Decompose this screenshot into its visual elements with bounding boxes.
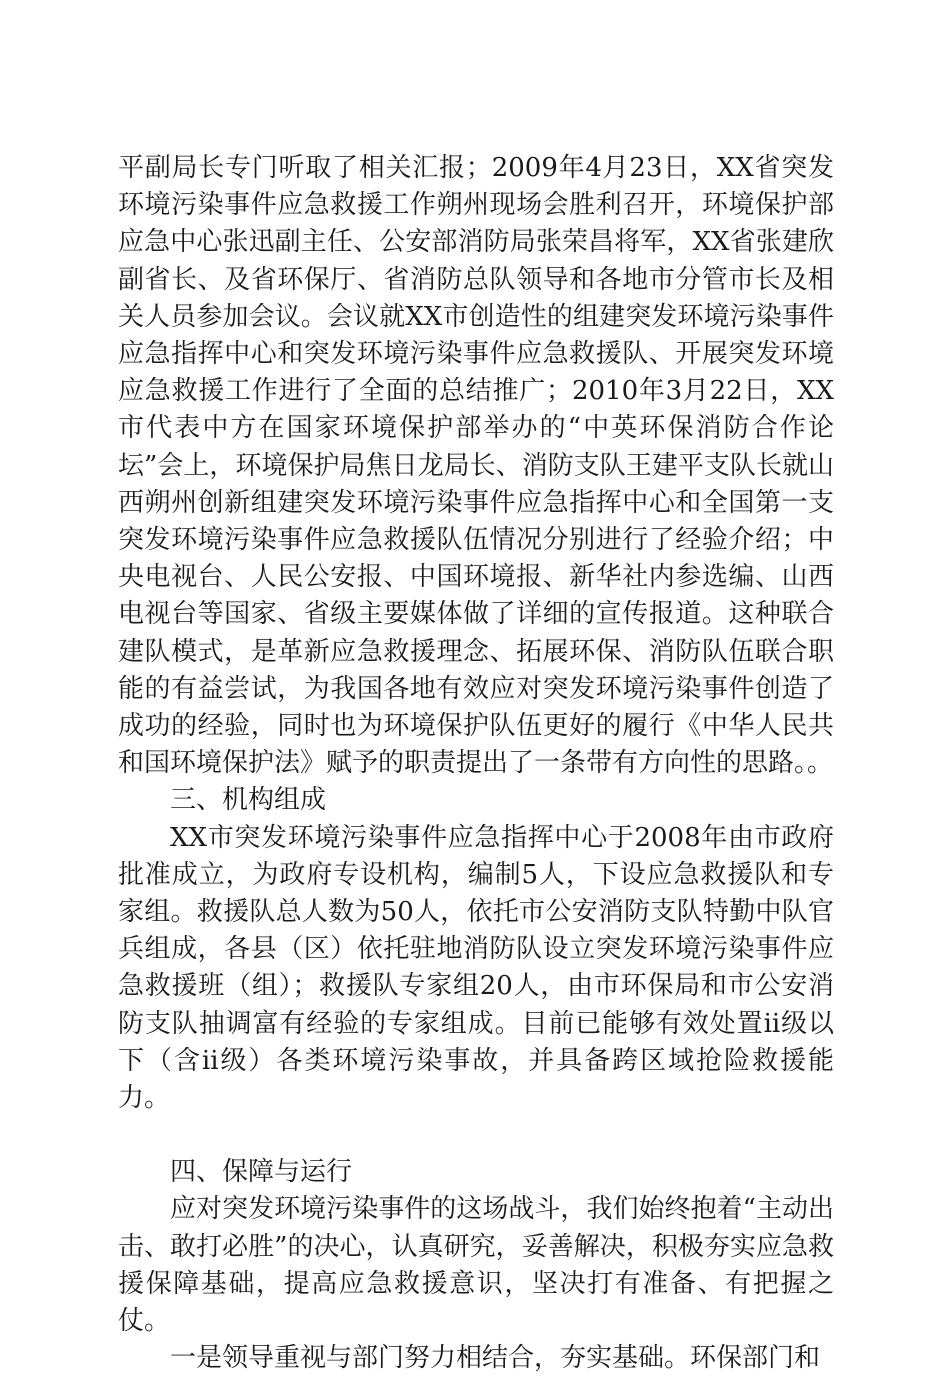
blank-line [118, 1117, 834, 1154]
document-page [118, 150, 834, 1378]
paragraph-support-first: 一是领导重视与部门努力相结合，夯实基础。环保部门和 [170, 1343, 821, 1374]
paragraph-support: 应对突发环境污染事件的这场战斗，我们始终抱着“主动出击、敢打必胜”的决心，认真研究，妥善解决，积极夯实应急救援保障基础，提高应急救援意识，坚决打有准备、有把握之仗。 [118, 1194, 834, 1337]
paragraph-intro: 平副局长专门听取了相关汇报；2009年4月23日，XX省突发环境污染事件应急救援工作朔州现场会胜利召开，环境保护部应急中心张迅副主任、公安部消防局张荣昌将军，XX省张建欣副省长、及省环保厅、省消防总队领导和各地市分管市长及相关人员参加会议。会议就XX市创造性的组建突发环境污染事件应急指挥中心和突发环境污染事件应急救援队、开展突发环境应急救援工作进行了全面的总结推广；2010年3月22日，XX市代表中方在国家环境保护部举办的“中英环保消防合作论坛”会上，环境保护局焦日龙局长、消防支队王建平支队长就山西朔州创新组建突发环境污染事件应急指挥中心和全国第一支突发环境污染事件应急救援队伍情况分别进行了经验介绍；中央电视台、人民公安报、中国环境报、新华社内参选编、山西电视台等国家、省级主要媒体做了详细的宣传报道。这种联合建队模式，是革新应急救援理念、拓展环保、消防队伍联合职能的有益尝试，为我国各地有效应对突发环境污染事件创造了成功的经验，同时也为环境保护队伍更好的履行《中华人民共和国环境保护法》赋予的职责提出了一条带有方向性的思路。。 [118, 153, 834, 779]
section-heading-3: 三、机构组成 [170, 785, 327, 816]
section-heading-4: 四、保障与运行 [170, 1157, 353, 1188]
paragraph-organization: XX市突发环境污染事件应急指挥中心于2008年由市政府批准成立，为政府专设机构，编制5人，下设应急救援队和专家组。救援队总人数为50人，依托市公安消防支队特勤中队官兵组成，各县（区）依托驻地消防队设立突发环境污染事件应急救援班（组）；救援队专家组20人，由市环保局和市公安消防支队抽调富有经验的专家组成。目前已能够有效处置ii级以下（含ii级）各类环境污染事故，并具备跨区域抢险救援能力。 [118, 822, 834, 1114]
